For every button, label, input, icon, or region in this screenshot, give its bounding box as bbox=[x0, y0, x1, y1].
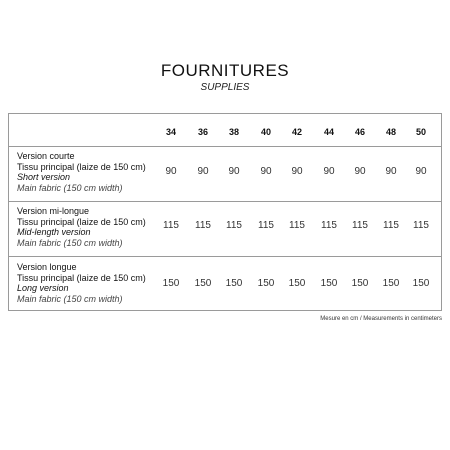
size-header: 38 bbox=[228, 127, 239, 137]
table-cell: 90 bbox=[291, 166, 303, 177]
size-header: 36 bbox=[197, 127, 208, 137]
table-cell: 90 bbox=[197, 166, 209, 177]
size-header: 46 bbox=[354, 127, 365, 137]
table-cell: 115 bbox=[383, 220, 399, 231]
table-cell: 90 bbox=[228, 166, 240, 177]
row-fabric-en: Main fabric (150 cm width) bbox=[17, 237, 123, 248]
row-fabric-fr: Tissu principal (laize de 150 cm) bbox=[17, 161, 146, 172]
row-name-en: Long version bbox=[17, 283, 69, 293]
table-cell: 115 bbox=[195, 220, 211, 231]
row-divider bbox=[9, 256, 441, 257]
size-header: 34 bbox=[165, 127, 176, 137]
supplies-table bbox=[8, 113, 442, 311]
page-subtitle: SUPPLIES bbox=[200, 82, 250, 93]
row-label-mid-length bbox=[17, 206, 146, 248]
row-fabric-fr: Tissu principal (laize de 150 cm) bbox=[17, 216, 146, 227]
row-fabric-en: Main fabric (150 cm width) bbox=[17, 293, 123, 304]
table-cell: 90 bbox=[385, 166, 397, 177]
size-header: 50 bbox=[415, 127, 426, 137]
table-cell: 115 bbox=[226, 220, 242, 231]
size-header: 40 bbox=[260, 127, 271, 137]
size-header: 42 bbox=[291, 127, 302, 137]
table-cell: 90 bbox=[415, 166, 427, 177]
page-title: FOURNITURES bbox=[160, 61, 290, 80]
table-cell: 90 bbox=[354, 166, 366, 177]
table-cell: 115 bbox=[321, 220, 337, 231]
table-cell: 115 bbox=[352, 220, 368, 231]
row-name-fr: Version mi-longue bbox=[17, 206, 90, 216]
table-cell: 115 bbox=[289, 220, 305, 231]
row-fabric-en: Main fabric (150 cm width) bbox=[17, 182, 123, 193]
table-cell: 150 bbox=[412, 278, 430, 289]
table-cell: 150 bbox=[225, 278, 243, 289]
table-cell: 150 bbox=[351, 278, 369, 289]
table-cell: 150 bbox=[320, 278, 338, 289]
table-cell: 150 bbox=[288, 278, 306, 289]
row-divider bbox=[9, 201, 441, 202]
row-name-fr: Version courte bbox=[17, 151, 75, 161]
row-fabric-fr: Tissu principal (laize de 150 cm) bbox=[17, 272, 146, 283]
measurement-note: Mesure en cm / Measurements in centimeters bbox=[320, 316, 442, 322]
size-header: 44 bbox=[323, 127, 334, 137]
table-cell: 90 bbox=[323, 166, 335, 177]
table-cell: 150 bbox=[162, 278, 180, 289]
table-cell: 115 bbox=[163, 220, 179, 231]
table-cell: 115 bbox=[413, 220, 429, 231]
row-name-en: Mid-length version bbox=[17, 227, 91, 237]
row-label-short bbox=[17, 151, 146, 193]
row-label-long bbox=[17, 262, 146, 304]
table-cell: 150 bbox=[257, 278, 275, 289]
table-cell: 90 bbox=[165, 166, 177, 177]
table-cell: 90 bbox=[260, 166, 272, 177]
table-cell: 115 bbox=[258, 220, 274, 231]
row-name-en: Short version bbox=[17, 172, 71, 182]
row-divider bbox=[9, 146, 441, 147]
size-header: 48 bbox=[385, 127, 396, 137]
table-cell: 150 bbox=[382, 278, 400, 289]
row-name-fr: Version longue bbox=[17, 262, 77, 272]
table-cell: 150 bbox=[194, 278, 212, 289]
